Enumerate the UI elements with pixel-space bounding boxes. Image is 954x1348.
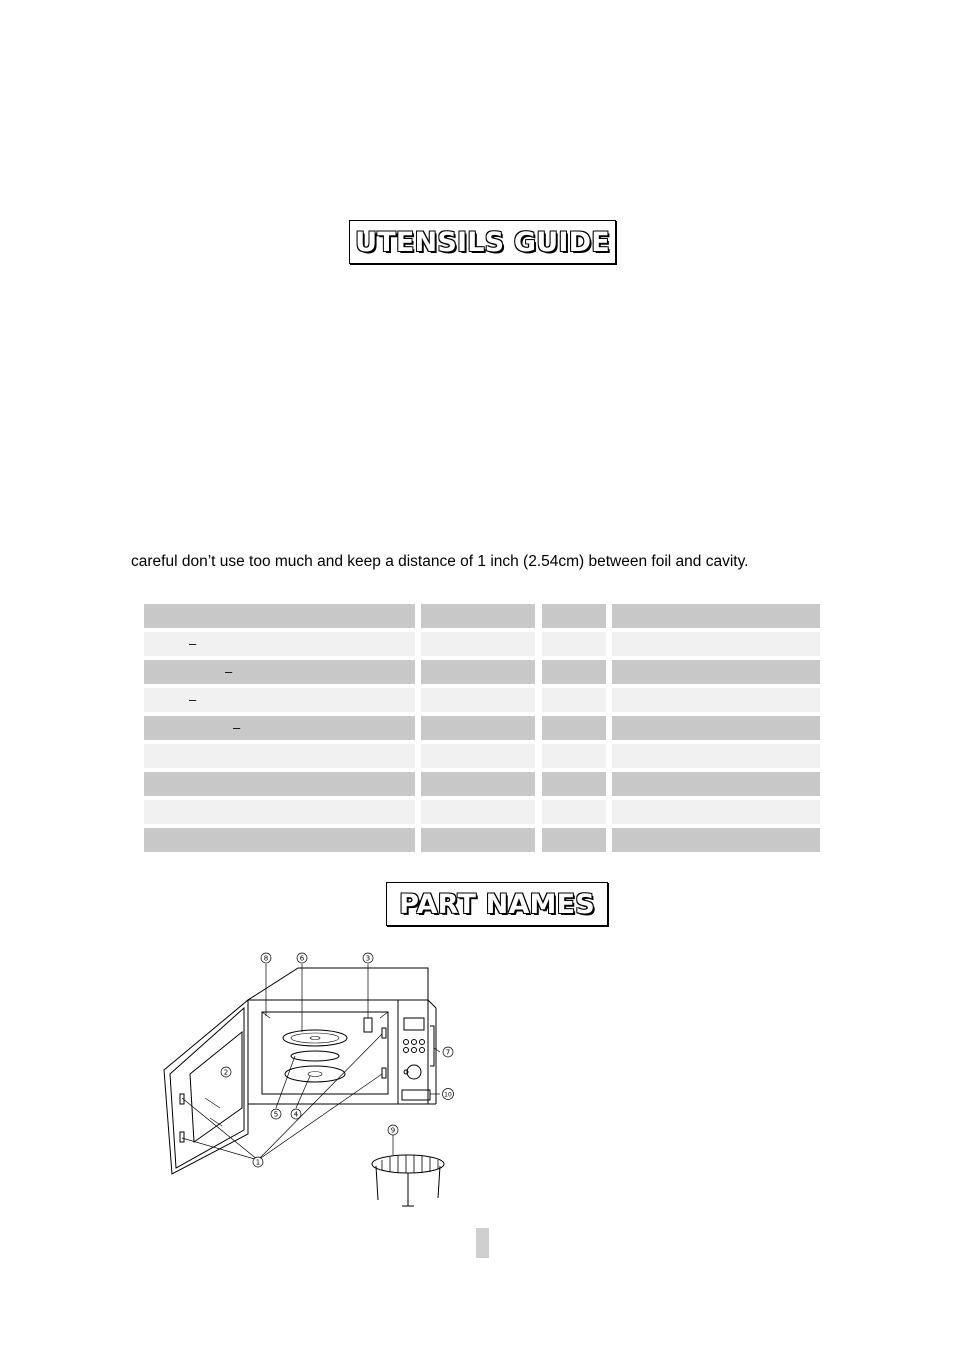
callout-2 (221, 1067, 231, 1077)
callout-6 (297, 953, 307, 963)
table-row (144, 772, 820, 796)
table-row (144, 604, 820, 628)
microwave-diagram (150, 948, 470, 1210)
svg-text:10: 10 (444, 1091, 452, 1099)
table-row (144, 828, 820, 852)
table-row (144, 688, 820, 712)
callout-3 (363, 953, 373, 963)
callout-9 (388, 1125, 398, 1135)
svg-text:1: 1 (255, 1158, 261, 1167)
table-row (144, 744, 820, 768)
foil-note: careful don’t use too much and keep a distance of 1 inch (2.54cm) between foil and cavity. (131, 553, 749, 570)
dash-mark: – (233, 720, 241, 735)
svg-text:7: 7 (445, 1048, 451, 1057)
callout-1 (253, 1157, 263, 1167)
svg-text:5: 5 (273, 1110, 279, 1119)
table-row (144, 632, 820, 656)
callout-10 (443, 1089, 454, 1100)
dash-mark: – (189, 636, 197, 651)
svg-text:9: 9 (390, 1126, 396, 1135)
utensils-guide-heading (349, 220, 616, 264)
part-names-heading (386, 882, 608, 926)
svg-text:8: 8 (263, 954, 269, 963)
table-row (144, 660, 820, 684)
callout-7 (443, 1047, 453, 1057)
svg-text:2: 2 (223, 1068, 229, 1077)
table-row (144, 716, 820, 740)
svg-text:4: 4 (293, 1110, 299, 1119)
dash-mark: – (225, 664, 233, 679)
dash-mark: – (189, 692, 197, 707)
utensils-guide-title: UTENSILS GUIDE (355, 226, 610, 258)
callout-8 (261, 953, 271, 963)
table-row (144, 800, 820, 824)
callout-5 (271, 1109, 281, 1119)
page-number-box (476, 1228, 489, 1258)
callout-4 (291, 1109, 301, 1119)
part-names-title: PART NAMES (399, 888, 595, 920)
svg-text:3: 3 (365, 954, 371, 963)
svg-text:6: 6 (299, 954, 305, 963)
